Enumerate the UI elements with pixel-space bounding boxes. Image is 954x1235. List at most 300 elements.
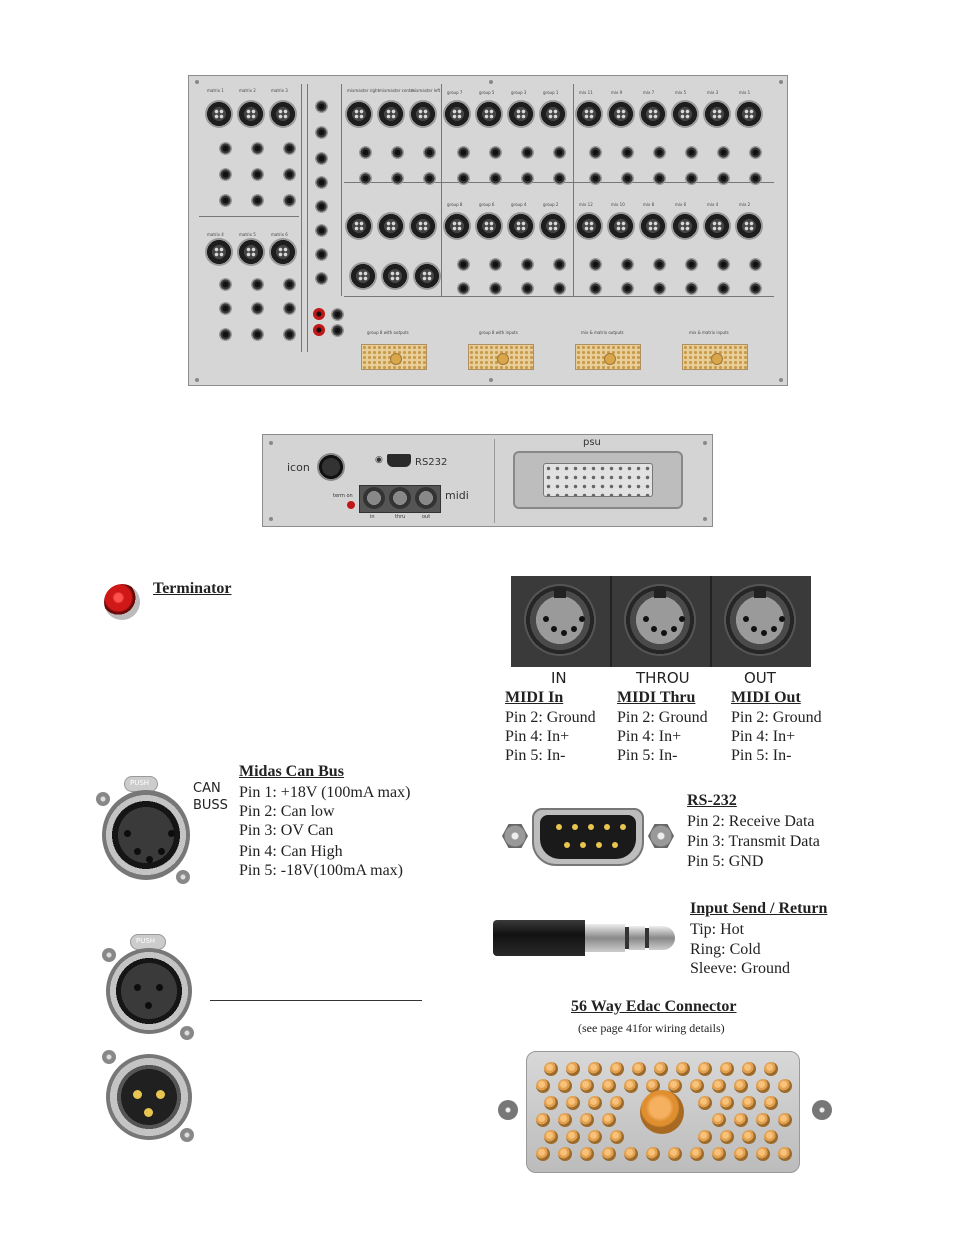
din-pin xyxy=(771,626,777,632)
jack-socket xyxy=(621,146,634,159)
edac-pin xyxy=(668,1147,682,1161)
rs232-pin xyxy=(564,842,570,848)
edac-connector-group-in xyxy=(468,344,534,370)
xlr-socket xyxy=(377,100,405,128)
xlr-socket xyxy=(539,100,567,128)
jack-socket xyxy=(653,172,666,185)
jack-sleeve: Sleeve: Ground xyxy=(690,960,790,977)
xlr-socket xyxy=(349,262,377,290)
midi-out-pin-2: Pin 2: Ground xyxy=(731,709,822,726)
jack-socket xyxy=(749,146,762,159)
edac-pin xyxy=(610,1096,624,1110)
xlr-socket xyxy=(381,262,409,290)
label-group-8-outputs: group 8 with outputs xyxy=(367,330,409,335)
edac-pin xyxy=(712,1147,726,1161)
edac-pin xyxy=(558,1079,572,1093)
edac-pin xyxy=(756,1147,770,1161)
jack-socket xyxy=(315,176,328,189)
jack-socket xyxy=(553,146,566,159)
edac-pin xyxy=(544,1062,558,1076)
can-pin-1: Pin 1: +18V (100mA max) xyxy=(239,784,411,801)
label-group-6: group 6 xyxy=(479,202,495,207)
xlr-socket xyxy=(409,100,437,128)
edac-pin xyxy=(602,1079,616,1093)
terminator-icon xyxy=(104,584,140,620)
xlr-socket xyxy=(205,100,233,128)
can-pin-2: Pin 2: Can low xyxy=(239,803,335,820)
xlr-male-icon xyxy=(98,1046,200,1148)
jack-socket xyxy=(315,126,328,139)
jack-socket xyxy=(315,100,328,113)
din-pin xyxy=(643,616,649,622)
din-pin xyxy=(561,630,567,636)
panel-screw xyxy=(195,378,199,382)
midi-in-label: in xyxy=(370,514,375,520)
xlr-socket xyxy=(237,100,265,128)
jack-socket xyxy=(489,146,502,159)
xlr-socket xyxy=(345,100,373,128)
jack-socket xyxy=(283,278,296,291)
label-mix-12: mix 12 xyxy=(579,202,593,207)
xlr-socket xyxy=(205,238,233,266)
jack-socket xyxy=(589,146,602,159)
term-label: term on xyxy=(333,493,353,499)
jack-socket xyxy=(315,272,328,285)
jack-socket xyxy=(331,308,344,321)
rs232-pin-3: Pin 3: Transmit Data xyxy=(687,833,820,850)
jack-socket xyxy=(553,258,566,271)
jack-socket xyxy=(423,172,436,185)
jack-socket xyxy=(359,172,372,185)
midi-in-socket xyxy=(363,487,385,509)
jack-socket xyxy=(489,282,502,295)
edac-pin xyxy=(580,1079,594,1093)
din-pin xyxy=(551,626,557,632)
jack-socket xyxy=(521,146,534,159)
rs232-title: RS-232 xyxy=(687,792,737,809)
panel-screw xyxy=(779,378,783,382)
rs232-label: RS232 xyxy=(415,457,448,468)
xlr-socket xyxy=(443,100,471,128)
xlr-socket xyxy=(671,100,699,128)
jack-socket xyxy=(589,172,602,185)
icon-label: icon xyxy=(287,461,310,474)
edac-pin xyxy=(558,1147,572,1161)
panel-divider xyxy=(573,84,574,296)
xlr-socket xyxy=(409,212,437,240)
rs232-pin xyxy=(620,824,626,830)
jack-socket xyxy=(685,258,698,271)
rs232-pin xyxy=(580,842,586,848)
edac-pin xyxy=(734,1113,748,1127)
xlr-socket xyxy=(671,212,699,240)
front-connector-panel xyxy=(262,434,713,527)
edac-pin xyxy=(588,1062,602,1076)
can-push-label: PUSH xyxy=(130,779,150,787)
edac-pin xyxy=(778,1147,792,1161)
jack-socket xyxy=(653,146,666,159)
midi-in-pin-4: Pin 4: In+ xyxy=(505,728,570,745)
psu-label: psu xyxy=(583,437,601,448)
panel-divider xyxy=(441,84,442,296)
can-pin xyxy=(134,848,141,855)
din-pin xyxy=(579,616,585,622)
xlr-socket xyxy=(475,100,503,128)
edac-pin xyxy=(690,1147,704,1161)
jack-socket xyxy=(521,282,534,295)
terminator-title: Terminator xyxy=(153,580,232,597)
midi-in-pin-5: Pin 5: In- xyxy=(505,747,566,764)
jack-tip: Tip: Hot xyxy=(690,921,745,938)
rs232-pin xyxy=(596,842,602,848)
panel-divider xyxy=(307,84,308,352)
label-mix-11: mix 11 xyxy=(579,90,593,95)
xlr-socket xyxy=(607,100,635,128)
label-group-1: group 1 xyxy=(543,90,559,95)
jack-socket xyxy=(315,152,328,165)
jack-socket xyxy=(219,278,232,291)
label-mix-matrix-inputs: mix & matrix inputs xyxy=(689,330,729,335)
edac-subtitle: (see page 41for wiring details) xyxy=(578,1021,725,1035)
midi-out-label: out xyxy=(422,514,431,520)
label-mix-9: mix 9 xyxy=(611,90,623,95)
midi-thru-pin-5: Pin 5: In- xyxy=(617,747,678,764)
label-mix-6: mix 6 xyxy=(675,202,687,207)
can-side-label-1: CAN xyxy=(193,781,221,796)
jack-socket xyxy=(553,282,566,295)
edac-pin xyxy=(712,1079,726,1093)
jack-socket xyxy=(331,324,344,337)
edac-connector-group-out xyxy=(361,344,427,370)
xlr-socket xyxy=(703,212,731,240)
can-side-label-2: BUSS xyxy=(193,798,228,813)
label-group-7: group 7 xyxy=(447,90,463,95)
jack-socket xyxy=(653,258,666,271)
label-matrix-1: matrix 1 xyxy=(207,88,224,93)
jack-socket xyxy=(283,302,296,315)
din-pin xyxy=(671,626,677,632)
label-matrix-5: matrix 5 xyxy=(239,232,256,237)
edac-pin xyxy=(698,1096,712,1110)
jack-socket xyxy=(653,282,666,295)
midi-out-socket xyxy=(415,487,437,509)
can-pin xyxy=(124,830,131,837)
din-pin xyxy=(651,626,657,632)
xlr-separator-line xyxy=(210,1000,422,1001)
edac-pin xyxy=(544,1096,558,1110)
din-pin xyxy=(543,616,549,622)
din-pin xyxy=(743,616,749,622)
label-group-5: group 5 xyxy=(479,90,495,95)
jack-socket xyxy=(749,172,762,185)
can-bus-socket-icon xyxy=(96,770,198,890)
edac-pin xyxy=(742,1130,756,1144)
label-mix-7: mix 7 xyxy=(643,90,655,95)
edac-pin xyxy=(646,1147,660,1161)
rs232-screw-icon: ◉ xyxy=(375,455,383,465)
can-pin-4: Pin 4: Can High xyxy=(239,843,343,860)
rs232-pin xyxy=(588,824,594,830)
din-pin xyxy=(779,616,785,622)
edac-pin xyxy=(602,1113,616,1127)
jack-socket xyxy=(283,142,296,155)
jack-ring: Ring: Cold xyxy=(690,941,761,958)
edac-pin xyxy=(602,1147,616,1161)
edac-pin xyxy=(756,1113,770,1127)
jack-socket xyxy=(315,200,328,213)
edac-pin xyxy=(698,1130,712,1144)
edac-pin xyxy=(756,1079,770,1093)
jack-socket xyxy=(391,146,404,159)
xlr-push-label: PUSH xyxy=(136,937,156,945)
icon-can-socket xyxy=(317,453,345,481)
panel-divider xyxy=(494,439,495,523)
label-group-3: group 3 xyxy=(511,90,527,95)
label-mix-5: mix 5 xyxy=(675,90,687,95)
terminator-led xyxy=(347,501,355,509)
edac-pin xyxy=(720,1096,734,1110)
can-bus-title: Midas Can Bus xyxy=(239,763,344,780)
edac-pin xyxy=(654,1062,668,1076)
midi-thru-pin-2: Pin 2: Ground xyxy=(617,709,708,726)
label-mix-10: mix 10 xyxy=(611,202,625,207)
jack-socket xyxy=(717,146,730,159)
edac-pin xyxy=(676,1062,690,1076)
xlr-socket xyxy=(639,100,667,128)
panel-divider xyxy=(301,84,302,352)
xlr-socket xyxy=(539,212,567,240)
din-pin xyxy=(761,630,767,636)
jack-socket xyxy=(283,328,296,341)
edac-pin xyxy=(734,1147,748,1161)
xlr-socket xyxy=(507,100,535,128)
edac-pin xyxy=(690,1079,704,1093)
din-key xyxy=(554,588,566,598)
edac-pin xyxy=(764,1062,778,1076)
rs232-connector-icon xyxy=(502,806,674,868)
jack-socket xyxy=(283,194,296,207)
edac-pin xyxy=(742,1096,756,1110)
jack-socket xyxy=(717,282,730,295)
jack-socket xyxy=(315,248,328,261)
jack-socket xyxy=(251,328,264,341)
jack-socket xyxy=(457,282,470,295)
jack-socket xyxy=(489,258,502,271)
edac-pin xyxy=(720,1062,734,1076)
xlr-socket xyxy=(507,212,535,240)
edac-pin xyxy=(742,1062,756,1076)
jack-socket xyxy=(251,194,264,207)
psu-connector xyxy=(513,451,683,509)
edac-connector-icon xyxy=(498,1048,832,1174)
edac-connector-mix-in xyxy=(682,344,748,370)
jack-socket xyxy=(391,172,404,185)
edac-pin xyxy=(698,1062,712,1076)
rs232-port xyxy=(387,454,411,467)
label-mix-4: mix 4 xyxy=(707,202,719,207)
jack-socket xyxy=(685,172,698,185)
xlr-socket xyxy=(443,212,471,240)
din-key xyxy=(754,588,766,598)
panel-divider xyxy=(341,84,342,296)
panel-screw xyxy=(779,80,783,84)
xlr-socket xyxy=(639,212,667,240)
label-mix-3: mix 3 xyxy=(707,90,719,95)
rs232-pin xyxy=(556,824,562,830)
din-pin xyxy=(571,626,577,632)
can-pin-5: Pin 5: -18V(100mA max) xyxy=(239,862,403,879)
xlr-socket xyxy=(269,238,297,266)
din-pin xyxy=(679,616,685,622)
jack-socket xyxy=(219,194,232,207)
xlr-socket xyxy=(269,100,297,128)
jack-plug-icon xyxy=(493,918,679,958)
edac-pin xyxy=(610,1062,624,1076)
label-matrix-3: matrix 3 xyxy=(271,88,288,93)
edac-pin xyxy=(536,1079,550,1093)
label-mix-2: mix 2 xyxy=(739,202,751,207)
midi-out-title: MIDI Out xyxy=(731,689,801,706)
panel-divider xyxy=(199,216,299,217)
jack-socket xyxy=(589,282,602,295)
xlr-socket xyxy=(735,212,763,240)
edac-pin xyxy=(712,1113,726,1127)
xlr-female-icon xyxy=(98,930,200,1044)
jack-title: Input Send / Return xyxy=(690,900,828,917)
rs232-pin xyxy=(604,824,610,830)
label-matrix-4: matrix 4 xyxy=(207,232,224,237)
label-mix-1: mix 1 xyxy=(739,90,751,95)
jack-socket xyxy=(521,258,534,271)
jack-socket xyxy=(685,146,698,159)
label-matrix-2: matrix 2 xyxy=(239,88,256,93)
jack-socket xyxy=(621,258,634,271)
jack-socket xyxy=(457,146,470,159)
midi-thru-pin-4: Pin 4: In+ xyxy=(617,728,682,745)
jack-socket xyxy=(283,168,296,181)
rs232-pin xyxy=(612,842,618,848)
edac-pin xyxy=(778,1113,792,1127)
xlr-socket xyxy=(607,212,635,240)
jack-socket xyxy=(589,258,602,271)
jack-socket xyxy=(749,282,762,295)
edac-connector-mix-out xyxy=(575,344,641,370)
panel-screw xyxy=(489,378,493,382)
jack-socket xyxy=(749,258,762,271)
jack-socket xyxy=(219,142,232,155)
xlr-socket xyxy=(413,262,441,290)
midi-out-pin-4: Pin 4: In+ xyxy=(731,728,796,745)
edac-title: 56 Way Edac Connector xyxy=(571,998,737,1015)
jack-socket xyxy=(219,328,232,341)
label-matrix-6: matrix 6 xyxy=(271,232,288,237)
rca-socket xyxy=(313,324,325,336)
edac-pin xyxy=(624,1079,638,1093)
rs232-pin xyxy=(572,824,578,830)
xlr-socket xyxy=(703,100,731,128)
din-pin xyxy=(751,626,757,632)
edac-pin xyxy=(588,1096,602,1110)
jack-socket xyxy=(621,172,634,185)
din-pin xyxy=(661,630,667,636)
jack-socket xyxy=(219,302,232,315)
midi-thru-label: thru xyxy=(395,514,406,520)
jack-socket xyxy=(457,172,470,185)
xlr-socket xyxy=(475,212,503,240)
label-mixmaster-centre: mixmaster centre xyxy=(379,88,415,93)
label-mix-matrix-outputs: mix & matrix outputs xyxy=(581,330,624,335)
jack-socket xyxy=(251,168,264,181)
xlr-socket xyxy=(735,100,763,128)
midi-thru-socket xyxy=(389,487,411,509)
midi-thru-title: MIDI Thru xyxy=(617,689,696,706)
rs232-pin-2: Pin 2: Receive Data xyxy=(687,813,815,830)
can-pin xyxy=(168,830,175,837)
edac-pin xyxy=(558,1113,572,1127)
midi-in-title: MIDI In xyxy=(505,689,564,706)
edac-pin xyxy=(624,1147,638,1161)
jack-socket xyxy=(315,224,328,237)
panel-screw xyxy=(489,80,493,84)
xlr-socket xyxy=(575,212,603,240)
edac-pin xyxy=(632,1062,646,1076)
midi-out-pin-5: Pin 5: In- xyxy=(731,747,792,764)
edac-pin xyxy=(580,1147,594,1161)
edac-pin xyxy=(610,1130,624,1144)
can-pin-3: Pin 3: OV Can xyxy=(239,822,334,839)
xlr-socket xyxy=(345,212,373,240)
jack-socket xyxy=(251,278,264,291)
rca-socket xyxy=(313,308,325,320)
edac-pin xyxy=(566,1130,580,1144)
edac-pin xyxy=(566,1062,580,1076)
midi-in-pin-2: Pin 2: Ground xyxy=(505,709,596,726)
midi-label: midi xyxy=(445,489,469,502)
edac-pin xyxy=(588,1130,602,1144)
jack-socket xyxy=(489,172,502,185)
edac-pin xyxy=(536,1147,550,1161)
edac-pin xyxy=(566,1096,580,1110)
panel-divider xyxy=(344,296,774,297)
midi-port-in-label: IN xyxy=(551,669,567,687)
edac-pin xyxy=(778,1079,792,1093)
jack-socket xyxy=(521,172,534,185)
label-mixmaster-right: mixmaster right xyxy=(347,88,380,93)
jack-socket xyxy=(423,146,436,159)
edac-pin xyxy=(734,1079,748,1093)
edac-pin xyxy=(580,1113,594,1127)
midi-port-out-label: OUT xyxy=(744,669,776,687)
label-group-2: group 2 xyxy=(543,202,559,207)
label-mixmaster-left: mixmaster left xyxy=(411,88,441,93)
rear-connector-panel xyxy=(188,75,788,386)
label-group-8: group 8 xyxy=(447,202,463,207)
label-group-8-inputs: group 8 with inputs xyxy=(479,330,518,335)
edac-pin xyxy=(544,1130,558,1144)
edac-pin xyxy=(720,1130,734,1144)
jack-socket xyxy=(621,282,634,295)
edac-pin xyxy=(536,1113,550,1127)
label-group-4: group 4 xyxy=(511,202,527,207)
can-pin xyxy=(158,848,165,855)
jack-socket xyxy=(553,172,566,185)
xlr-socket xyxy=(237,238,265,266)
jack-socket xyxy=(457,258,470,271)
jack-socket xyxy=(219,168,232,181)
jack-socket xyxy=(685,282,698,295)
jack-socket xyxy=(251,142,264,155)
jack-socket xyxy=(717,172,730,185)
